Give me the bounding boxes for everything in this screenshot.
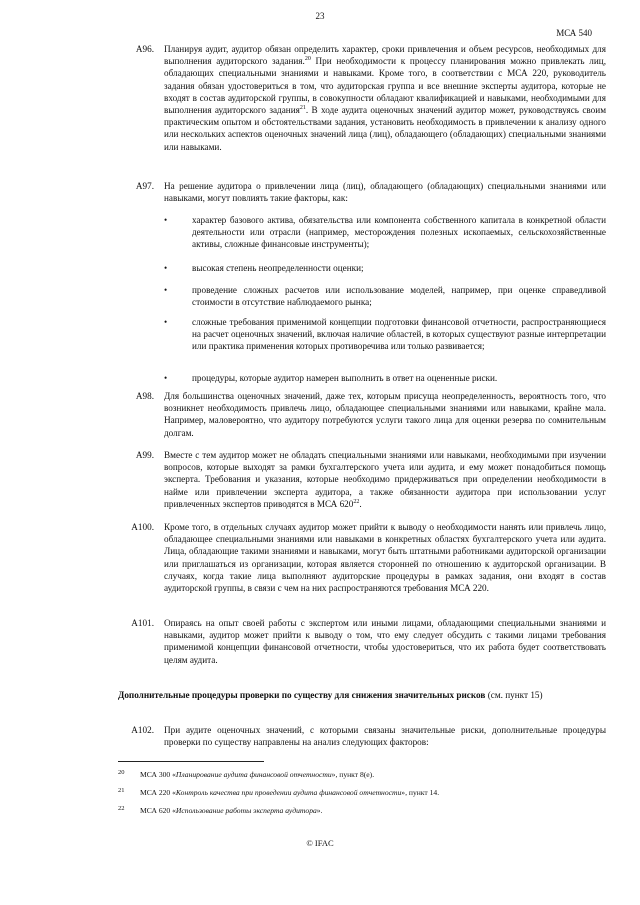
footnote-21: МСА 220 «Контроль качества при проведении аудита финансовой отчетности», пункт 14.	[140, 788, 440, 797]
bullet-icon: •	[164, 373, 168, 383]
footnote-ref-21[interactable]: 21	[299, 104, 306, 111]
section-heading: Дополнительные процедуры проверки по существу для снижения значительных рисков (см. пункт 15)	[118, 690, 543, 700]
standard-code: МСА 540	[556, 28, 592, 38]
footnote-ref-20[interactable]: 20	[304, 56, 311, 63]
bullet-icon: •	[164, 285, 168, 295]
footnote-20: МСА 300 «Планирование аудита финансовой отчетности», пункт 8(e).	[140, 770, 375, 779]
paragraph-label-a102: A102.	[131, 725, 154, 735]
page-number: 23	[315, 11, 325, 21]
footnote-number: 20	[118, 769, 125, 776]
footnote-number: 21	[118, 787, 125, 794]
footnote-number: 22	[118, 805, 125, 812]
paragraph-label-a96: A96.	[135, 44, 154, 54]
paragraph-label-a101: A101.	[131, 618, 154, 628]
paragraph-a100: Кроме того, в отдельных случаях аудитор может прийти к выводу о необходимости нанять или привлечь лицо, обладающее специальными знаниями или навыками в конкретных областях бухгалтерского учета или аудита. Лица, обладающие такими знаниями и навыками, могут быть штатными работниками аудиторской организации или приглашаться из организации, которая является сторонней по отношению к аудиторской организации. В случаях, когда такие лица выполняют аудиторские процедуры в рамках задания, они входят в состав аудиторской группы, в связи с чем на них распространяются требования МСА 220.	[164, 522, 606, 594]
bullet-icon: •	[164, 215, 168, 225]
paragraph-label-a97: A97.	[135, 181, 154, 191]
paragraph-label-a99: A99.	[135, 450, 154, 460]
bullet-item: процедуры, которые аудитор намерен выполнить в ответ на оцененные риски.	[192, 373, 498, 383]
bullet-item: высокая степень неопределенности оценки;	[192, 263, 364, 273]
paragraph-a96: Планируя аудит, аудитор обязан определить характер, сроки привлечения и объем ресурсов, необходимых для выполнения аудиторского задания.$^{20}$ При необходимости к процессу планирования можно привлекать лиц, обладающих специальными знаниями и навыками. Кроме того, в соответствии с МСА 220, руководитель задания обязан удостовериться в том, что аудиторская группа и все внешние эксперты аудитора, которые не входят в состав аудиторской группы, в совокупности обладают квалификацией и навыками, необходимыми для выполнения аудиторского задания$^{21}$. В ходе аудита оценочных значений аудитор может, руководствуясь своим практическим опытом и обстоятельствами задания, установить необходимость в привлечении к анализу одного или нескольких аспектов оценочных значений лица (лиц), обладающего (обладающих) специальными знаниями или навыками.	[164, 44, 607, 152]
bullet-item: сложные требования применимой концепции подготовки финансовой отчетности, распространяющиеся на расчет оценочных значений, включая наличие областей, в которых существуют разные интерпретации или практика применения которых противоречива или только развивается;	[192, 317, 606, 352]
paragraph-label-a100: A100.	[131, 522, 154, 532]
paragraph-a99: Вместе с тем аудитор может не обладать специальными знаниями или навыками, необходимыми при изучении вопросов, которые выходят за рамки бухгалтерского учета или аудита, и ему может понадобиться помощь эксперта. Требования и указания, которые необходимо придерживаться при определении необходимости в найме или привлечении эксперта аудитора, а также обязанности аудитора при использовании услуг привлеченных экспертов приводятся в МСА $620^{22}$.	[164, 450, 606, 509]
paragraph-label-a98: A98.	[135, 391, 154, 401]
footnote-divider	[118, 761, 264, 762]
paragraph-a101: Опираясь на опыт своей работы с экспертом или иными лицами, обладающими специальными знаниями и навыками, аудитор может прийти к выводу о том, что ему следует обсудить с такими лицами требования применимой концепции финансовой отчетности, чтобы удостовериться, что их работа будет соответствовать целям аудита.	[164, 618, 606, 665]
bullet-icon: •	[164, 263, 168, 273]
paragraph-a98: Для большинства оценочных значений, даже тех, которым присуща неопределенность, вероятность того, что возникнет необходимость привлечь лицо, обладающее специальными знаниями или навыками, крайне мала. Например, маловероятно, что аудитору потребуются услуги такого лица для оценки резерва по сомнительным долгам.	[164, 391, 606, 438]
copyright-footer: © IFAC	[306, 838, 334, 848]
paragraph-a102: При аудите оценочных значений, с которыми связаны значительные риски, дополнительные процедуры проверки по существу направлены на анализ следующих факторов:	[164, 725, 606, 748]
bullet-item: проведение сложных расчетов или использование моделей, например, при оценке справедливой стоимости в отсутствие наблюдаемого рынка;	[192, 285, 606, 308]
bullet-item: характер базового актива, обязательства или компонента собственного капитала в конкретной области деятельности или отрасли (например, месторождения полезных ископаемых, сельскохозяйственные активы, сложные финансовые инструменты);	[192, 215, 606, 250]
paragraph-a97: На решение аудитора о привлечении лица (лиц), обладающего (обладающих) специальными знаниями или навыками, могут повлиять такие факторы, как:	[164, 181, 606, 204]
bullet-icon: •	[164, 317, 168, 327]
footnote-ref-22[interactable]: 22	[353, 498, 360, 505]
footnote-22: МСА 620 «Использование работы эксперта аудитора».	[140, 806, 323, 815]
